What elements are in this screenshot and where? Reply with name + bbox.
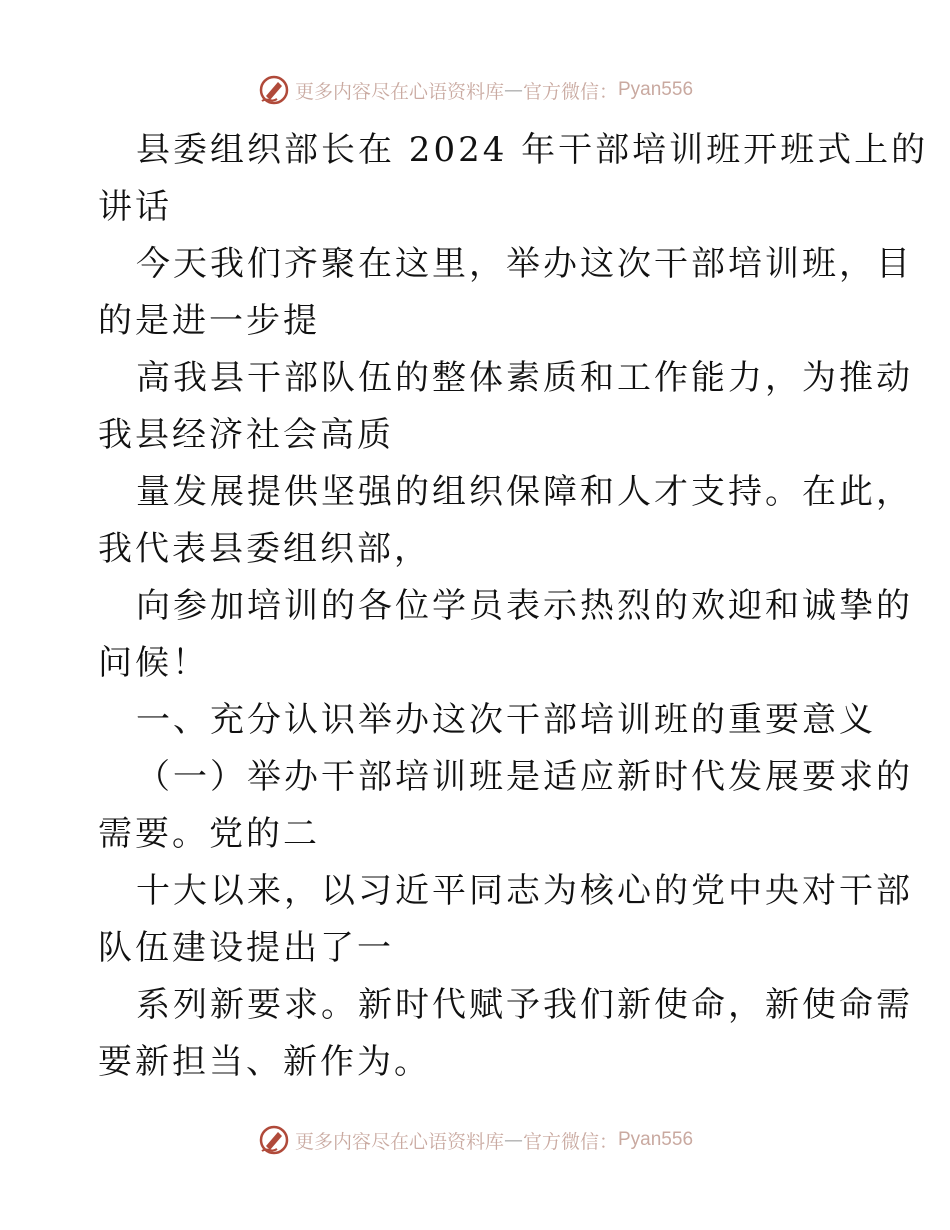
watermark-id-text: Pyan556 (618, 1129, 694, 1150)
header-watermark (0, 70, 950, 110)
doc-line: 量发展提供坚强的组织保障和人才支持。在此， (136, 472, 913, 512)
watermark-separator: — (503, 79, 523, 101)
watermark-main-text: 更多内容尽在心语资料库 (294, 1130, 504, 1153)
document-body (98, 122, 929, 1091)
watermark-main-text: 更多内容尽在心语资料库 (294, 80, 504, 103)
doc-line-heading: 一、充分认识举办这次干部培训班的重要意义 (136, 700, 876, 740)
doc-line: 十大以来，以习近平同志为核心的党中央对干部 (136, 871, 913, 911)
watermark-separator: — (503, 1129, 523, 1151)
pen-logo-icon (257, 1123, 291, 1157)
doc-line: 今天我们齐聚在这里，举办这次干部培训班，目 (136, 244, 913, 284)
pen-logo-icon (257, 73, 291, 107)
doc-line-title: 县委组织部长在 2024 年干部培训班开班式上的 (136, 130, 929, 170)
doc-line: 需要。党的二 (98, 814, 320, 854)
doc-line-subheading: （一）举办干部培训班是适应新时代发展要求的 (136, 757, 913, 797)
footer-watermark (0, 1120, 950, 1160)
watermark-prefix-text: 官方微信： (522, 80, 618, 103)
doc-line: 要新担当、新作为。 (98, 1042, 431, 1082)
doc-line: 讲话 (98, 187, 172, 227)
doc-line: 问候！ (98, 643, 209, 683)
doc-line: 高我县干部队伍的整体素质和工作能力，为推动 (136, 358, 913, 398)
watermark-prefix-text: 官方微信： (522, 1130, 618, 1153)
doc-line: 的是进一步提 (98, 301, 320, 341)
doc-line: 我代表县委组织部， (98, 529, 431, 569)
doc-line: 我县经济社会高质 (98, 415, 394, 455)
doc-line: 向参加培训的各位学员表示热烈的欢迎和诚挚的 (136, 586, 913, 626)
watermark-id-text: Pyan556 (618, 79, 694, 100)
doc-line: 系列新要求。新时代赋予我们新使命，新使命需 (136, 985, 913, 1025)
doc-line: 队伍建设提出了一 (98, 928, 394, 968)
